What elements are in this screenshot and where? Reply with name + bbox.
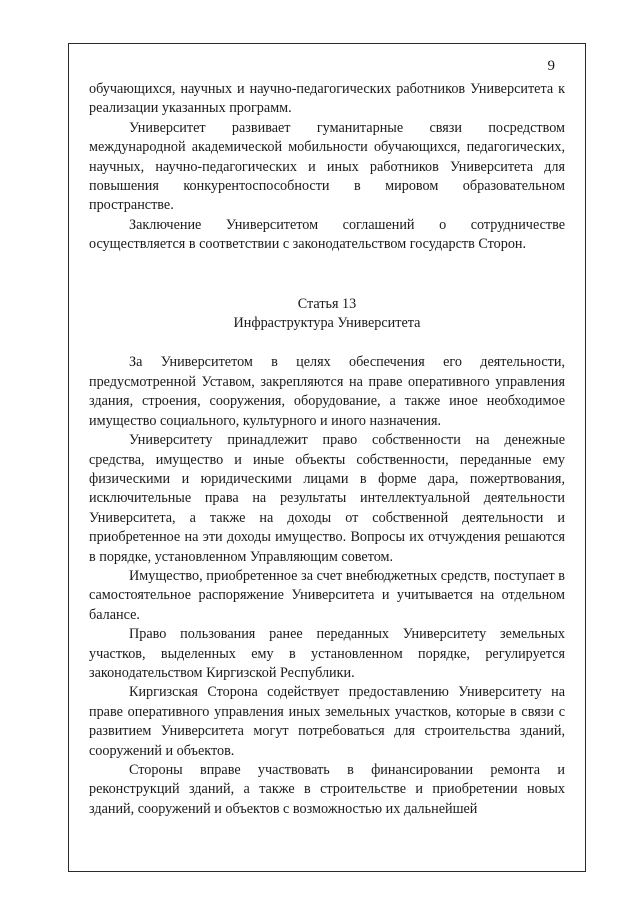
document-body [89,80,565,819]
paragraph: Университету принадлежит право собственности на денежные средства, имущество и иные объекты собственности, переданные ему физическими и юридическими лицами в форме дара, пожертвования, исключительные права на результаты интеллектуальной деятельности Университета, а также на доходы от собственной деятельности и приобретенное на эти доходы имущество. Вопросы их отчуждения решаются в порядке, установленном Управляющим советом. [89,432,565,565]
paragraph: Право пользования ранее переданных Университету земельных участков, выделенных ему в установленном порядке, регулируется законодательством Киргизской Республики. [89,626,565,681]
paragraph: Имущество, приобретенное за счет внебюджетных средств, поступает в самостоятельное распоряжение Университета и учитывается на отдельном балансе. [89,567,565,623]
article-title: Инфраструктура Университета [233,315,421,332]
page-frame [68,43,586,872]
spacer [89,333,565,353]
paragraph: Киргизская Сторона содействует предоставлению Университету на праве оперативного управления иных земельных участков, которые в связи с развитием Университета могут потребоваться для строительства зданий, сооружений и объектов. [89,684,565,759]
paragraph: Заключение Университетом соглашений о сотрудничестве осуществляется в соответствии с законодательством государств Сторон. [89,216,565,253]
paragraph: Стороны вправе участвовать в финансировании ремонта и реконструкций зданий, а также в строительстве и приобретении новых зданий, сооружений и объектов с возможностью их дальнейшей [89,762,565,817]
paragraph: Университет развивает гуманитарные связи посредством международной академической мобильности обучающихся, педагогических, научных, научно-педагогических и иных работников Университета для повышения конкурентоспособности в мировом образовательном пространстве. [89,119,565,214]
page-number: 9 [547,58,555,74]
spacer [89,255,565,295]
paragraph: За Университетом в целях обеспечения его деятельности, предусмотренной Уставом, закрепляются на праве оперативного управления здания, строения, сооружения, оборудование, а также иное необходимое имущество социального, культурного и иного назначения. [89,354,565,429]
paragraph-continuation: обучающихся, научных и научно-педагогических работников Университета к реализации указанных программ. [89,81,565,117]
article-number: Статья 13 [297,295,357,312]
